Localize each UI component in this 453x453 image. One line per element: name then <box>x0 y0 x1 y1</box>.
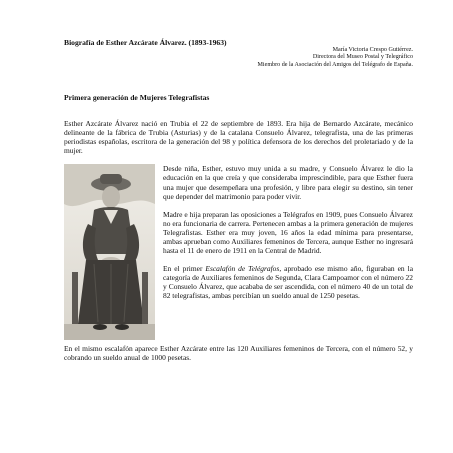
byline-association: Miembro de la Asociación del Amigos del Telégrafo de España. <box>257 61 413 68</box>
document-title: Biografía de Esther Azcárate Álvarez. (1893-1963) <box>64 38 227 47</box>
byline-author: María Victoria Crespo Gutiérrez. <box>332 47 413 53</box>
escalafon-after: , aprobado ese mismo año, figuraban en la categoría de Auxiliares femeninos de Segunda, Clara Campoamor con el número 22 y Consuelo Álvarez, que acababa de ser ascendida, con el número 40 de un total de 82 telegrafistas, ambas percibían un sueldo anual de 1250 pesetas. <box>163 263 413 300</box>
paragraph-closing: En el mismo escalafón aparece Esther Azcárate entre las 120 Auxiliares femeninos de Tercera, con el número 52, y cobrando un sueldo anual de 1000 pesetas. <box>64 344 413 363</box>
paragraph-childhood: Desde niña, Esther, estuvo muy unida a su madre, y Consuelo Álvarez le dio la educación en la que creía y que consideraba imprescindible, para que Esther fuera una mujer que desempeñara una profesión, y libre para elegir su destino, sin tener que depender del matrimonio para poder vivir. <box>163 164 413 201</box>
portrait-photo <box>64 164 155 340</box>
paragraph-exams: Madre e hija preparan las oposiciones a Telégrafos en 1909, pues Consuelo Álvarez no era funcionaria de carrera. Pertenecen ambas a la primera generación de mujeres Telegrafistas. Esther era muy joven, 16 años la edad mínima para presentarse, ambas aprueban como Auxiliares femeninos de Tercera, aunque Esther no ingresará hasta el 11 de enero de 1911 en la Central de Madrid. <box>163 209 413 255</box>
paragraph-intro: Esther Azcárate Álvarez nació en Trubia el 22 de septiembre de 1893. Era hija de Bernardo Azcárate, mecánico delineante de la fábrica de Trubia (Asturias) y de la catalana Consuelo Álvarez, telegrafista, una de las primeras periodistas españolas, escritora de la generación del 98 y política defensora de los derechos del proletariado y de la mujer. <box>64 119 413 156</box>
byline-role: Directora del Museo Postal y Telegráfico <box>312 54 413 61</box>
photo-text-block <box>64 164 413 300</box>
escalafon-italic: Escalafón de Telégrafos <box>205 263 280 273</box>
escalafon-before: En el primer <box>163 263 206 273</box>
section-heading: Primera generación de Mujeres Telegrafistas <box>64 93 210 103</box>
